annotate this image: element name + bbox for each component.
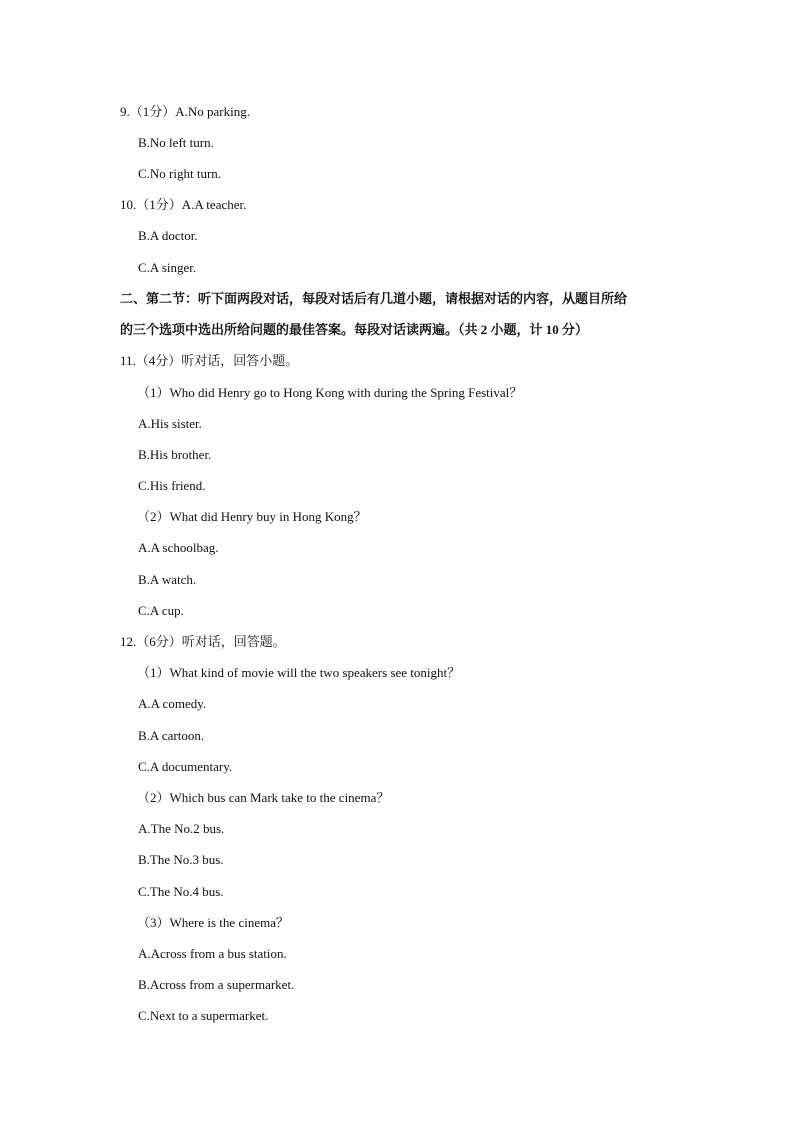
sub-question-line: （1）Who did Henry go to Hong Kong with during the Spring Festival？ xyxy=(137,385,523,400)
option-line: B.A doctor. xyxy=(138,228,198,243)
option-line: B.His brother. xyxy=(138,447,212,462)
option-line: A.His sister. xyxy=(138,416,202,431)
option-line: B.The No.3 bus. xyxy=(138,852,224,867)
option-line: C.A cup. xyxy=(138,603,184,618)
option-line: A.A comedy. xyxy=(138,696,207,711)
option-line: B.A watch. xyxy=(138,572,197,587)
question-line: 12.（6分）听对话，回答题。 xyxy=(120,634,286,649)
option-line: C.A singer. xyxy=(138,260,197,275)
option-line: B.No left turn. xyxy=(138,135,214,150)
sub-question-line: （3）Where is the cinema？ xyxy=(137,915,289,930)
section-heading-line: 二、第二节：听下面两段对话，每段对话后有几道小题，请根据对话的内容，从题目所给 xyxy=(120,291,628,306)
option-line: C.Next to a supermarket. xyxy=(138,1008,269,1023)
option-line: B.Across from a supermarket. xyxy=(138,977,295,992)
sub-question-line: （2）Which bus can Mark take to the cinema？ xyxy=(137,790,390,805)
section-heading-line: 的三个选项中选出所给问题的最佳答案。每段对话读两遍。（共 2 小题，计 10 分） xyxy=(120,322,589,337)
question-line: 9.（1分）A.No parking. xyxy=(120,104,250,119)
option-line: C.The No.4 bus. xyxy=(138,884,224,899)
question-line: 10.（1分）A.A teacher. xyxy=(120,197,247,212)
sub-question-line: （1）What kind of movie will the two speakers see tonight？ xyxy=(137,665,461,680)
option-line: A.Across from a bus station. xyxy=(138,946,287,961)
option-line: C.A documentary. xyxy=(138,759,233,774)
sub-question-line: （2）What did Henry buy in Hong Kong？ xyxy=(137,509,367,524)
question-line: 11.（4分）听对话，回答小题。 xyxy=(120,353,299,368)
option-line: C.No right turn. xyxy=(138,166,222,181)
option-line: B.A cartoon. xyxy=(138,728,205,743)
option-line: A.A schoolbag. xyxy=(138,540,219,555)
option-line: A.The No.2 bus. xyxy=(138,821,225,836)
option-line: C.His friend. xyxy=(138,478,206,493)
